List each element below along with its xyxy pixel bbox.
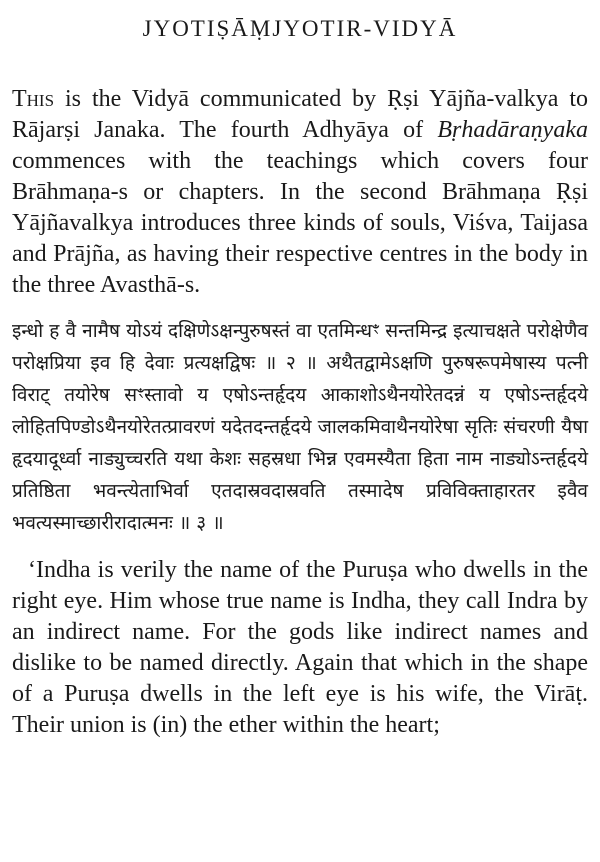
intro-text-a: is the Vidyā communicated by Ṛṣi Yājña-valkya to Rājarṣi Janaka. The fourth Adhyāya of <box>12 86 588 143</box>
sanskrit-verse: इन्धो ह वै नामैष योऽयं दक्षिणेऽक्षन्पुरुषस्तं वा एतमिन्धꣳ सन्तमिन्द्र इत्याचक्षते परोक्षेणैव परोक्षप्रिया इव हि देवाः प्रत्यक्षद्विषः ॥ २ ॥ अथैतद्वामेऽक्षणि पुरुषरूपमेषास्य पत्नी विराट् तयोरेष सꣳस्तावो य एषोऽन्तर्हृदय आकाशोऽथैनयोरेतदन्नं य एषोऽन्तर्हृदये लोहितपिण्डोऽथैनयोरेतत्प्रावरणं यदेतदन्तर्हृदये जालकमिवाथैनयोरेषा सृतिः संचरणी यैषा हृदयादूर्ध्वा नाड्युच्चरति यथा केशः सहस्रधा भिन्न एवमस्यैता हिता नाम नाड्योऽन्तर्हृदये प्रतिष्ठिता भवन्त्येताभिर्वा एतदास्रवदास्रवति तस्मादेष प्रविविक्ताहारतर इवैव भवत्यस्माच्छारीरादात्मनः ॥ ३ ॥ <box>12 320 588 534</box>
text-title-italic: Bṛhadāraṇyaka <box>437 117 588 143</box>
page-title: JYOTIṢĀṂJYOTIR-VIDYĀ <box>142 16 458 41</box>
intro-text-b: commences with the teachings which covers four Brāhmaṇa-s or chapters. In the second Brāhmaṇa Ṛṣi Yājñavalkya introduces three kinds of souls, Viśva, Taijasa and Prājña, as having their respective centres in the body in the three Avasthā-s. <box>12 148 588 298</box>
translation-paragraph: ‘Indha is verily the name of the Puruṣa who dwells in the right eye. Him whose true name is Indha, they call Indra by an indirect name. For the gods like indirect names and dislike to be named directly. Again that which in the shape of a Puruṣa dwells in the left eye is his wife, the Virāṭ. Their union is (in) the ether within the heart; <box>12 557 588 738</box>
intro-paragraph <box>12 84 588 301</box>
lead-word: This <box>12 86 55 112</box>
